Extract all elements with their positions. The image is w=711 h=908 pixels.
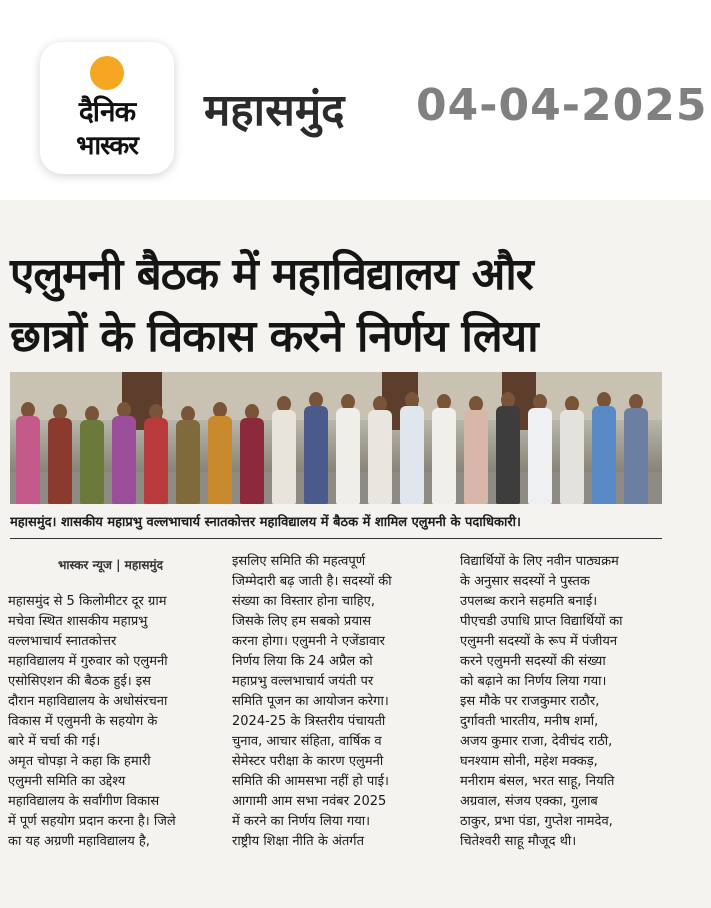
article-line: महासमुंद से 5 किलोमीटर दूर ग्राम (8, 594, 167, 609)
article-line: में पूर्ण सहयोग प्रदान करना है। जिले (8, 814, 176, 829)
article-line: 2024-25 के त्रिस्तरीय पंचायती (232, 714, 386, 729)
article-line: घनश्याम सोनी, महेश मक्कड़, (460, 754, 598, 769)
logo-line1: दैनिक (78, 95, 136, 128)
edition-city: महासमुंद (204, 85, 345, 136)
caption-divider (10, 538, 662, 539)
article-line: पीएचडी उपाधि प्राप्त विद्यार्थियों का (460, 614, 623, 629)
article-line: के अनुसार सदस्यों ने पुस्तक (460, 574, 590, 589)
article-line: समिति की आमसभा नहीं हो पाई। (232, 774, 389, 789)
article-line: करना होगा। एलुमनी ने एजेंडावार (232, 634, 385, 649)
article-line: दौरान महाविद्यालय के अधोसंरचना (8, 694, 168, 709)
byline: भास्कर न्यूज | महासमुंद (58, 558, 163, 572)
headline-line2: छात्रों के विकास करने निर्णय लिया (10, 311, 538, 362)
article-line: उपलब्ध कराने सहमति बनाई। (460, 594, 598, 609)
group-photo (10, 372, 662, 504)
article-line: समिति पूजन का आयोजन करेगा। (232, 694, 389, 709)
article-line: विकास में एलुमनी के सहयोग के (8, 714, 158, 729)
article-line: विद्यार्थियों के लिए नवीन पाठ्यक्रम (460, 554, 619, 569)
article-line: इस मौके पर राजकुमार राठौर, (460, 694, 600, 709)
article-line: मचेवा स्थित शासकीय महाप्रभु (8, 614, 148, 629)
article-column-3 (460, 552, 678, 852)
article-line: करने एलुमनी सदस्यों की संख्या (460, 654, 606, 669)
logo-line2: भास्कर (76, 131, 138, 161)
article-line: अग्रवाल, संजय एक्का, गुलाब (460, 794, 598, 809)
article-line: एसोसिएशन की बैठक हुई। इस (8, 674, 151, 689)
article-line: अजय कुमार राजा, देवीचंद राठी, (460, 734, 613, 749)
article-line: संख्या का विस्तार होना चाहिए, (232, 594, 375, 609)
edition-date: 04-04-2025 (416, 80, 708, 131)
article-line: वल्लभाचार्य स्नातकोत्तर (8, 634, 117, 649)
article-line: चितेश्वरी साहू मौजूद थी। (460, 834, 577, 849)
article-line: महाविद्यालय में गुरुवार को एलुमनी (8, 654, 168, 669)
article-line: जिम्मेदारी बढ़ जाती है। सदस्यों की (232, 574, 392, 589)
article-line: को बढ़ाने का निर्णय लिया गया। (460, 674, 607, 689)
article-line: आगामी आम सभा नवंबर 2025 (232, 794, 387, 809)
article-line: चुनाव, आचार संहिता, वार्षिक व (232, 734, 382, 749)
article-line: एलुमनी सदस्यों के रूप में पंजीयन (460, 634, 618, 649)
article-line: जिसके लिए हम सबको प्रयास (232, 614, 372, 629)
article-line: निर्णय लिया कि 24 अप्रैल को (232, 654, 373, 669)
article-line: महाविद्यालय के सर्वांगीण विकास (8, 794, 160, 809)
article-line: मनीराम बंसल, भरत साहू, नियति (460, 774, 615, 789)
article-column-2 (232, 552, 444, 852)
article-line: ठाकुर, प्रभा पंडा, गुप्तेश नामदेव, (460, 814, 613, 829)
article-line: इसलिए समिति की महत्वपूर्ण (232, 554, 366, 569)
article-line: राष्ट्रीय शिक्षा नीति के अंतर्गत (232, 834, 365, 849)
article-column-1 (8, 592, 220, 852)
photo-caption: महासमुंद। शासकीय महाप्रभु वल्लभाचार्य स्नातकोत्तर महाविद्यालय में बैठक में शामिल एलुमनी के पदाधिकारी। (10, 515, 521, 530)
article-line: दुर्गावती भारतीय, मनीष शर्मा, (460, 714, 599, 729)
article-line: का यह अग्रणी महाविद्यालय है, (8, 834, 150, 849)
article-line: सेमेस्टर परीक्षा के कारण एलुमनी (232, 754, 384, 769)
article-line: बारे में चर्चा की गई। (8, 734, 101, 749)
headline-line1: एलुमनी बैठक में महाविद्यालय और (10, 249, 533, 300)
sun-icon (90, 56, 124, 90)
article-line: महाप्रभु वल्लभाचार्य जयंती पर (232, 674, 374, 689)
dainik-bhaskar-logo (40, 42, 174, 174)
article-line: अमृत चोपड़ा ने कहा कि हमारी (8, 754, 151, 769)
article-line: एलुमनी समिति का उद्देश्य (8, 774, 126, 789)
article-line: में करने का निर्णय लिया गया। (232, 814, 371, 829)
screenshot-header (0, 0, 711, 200)
